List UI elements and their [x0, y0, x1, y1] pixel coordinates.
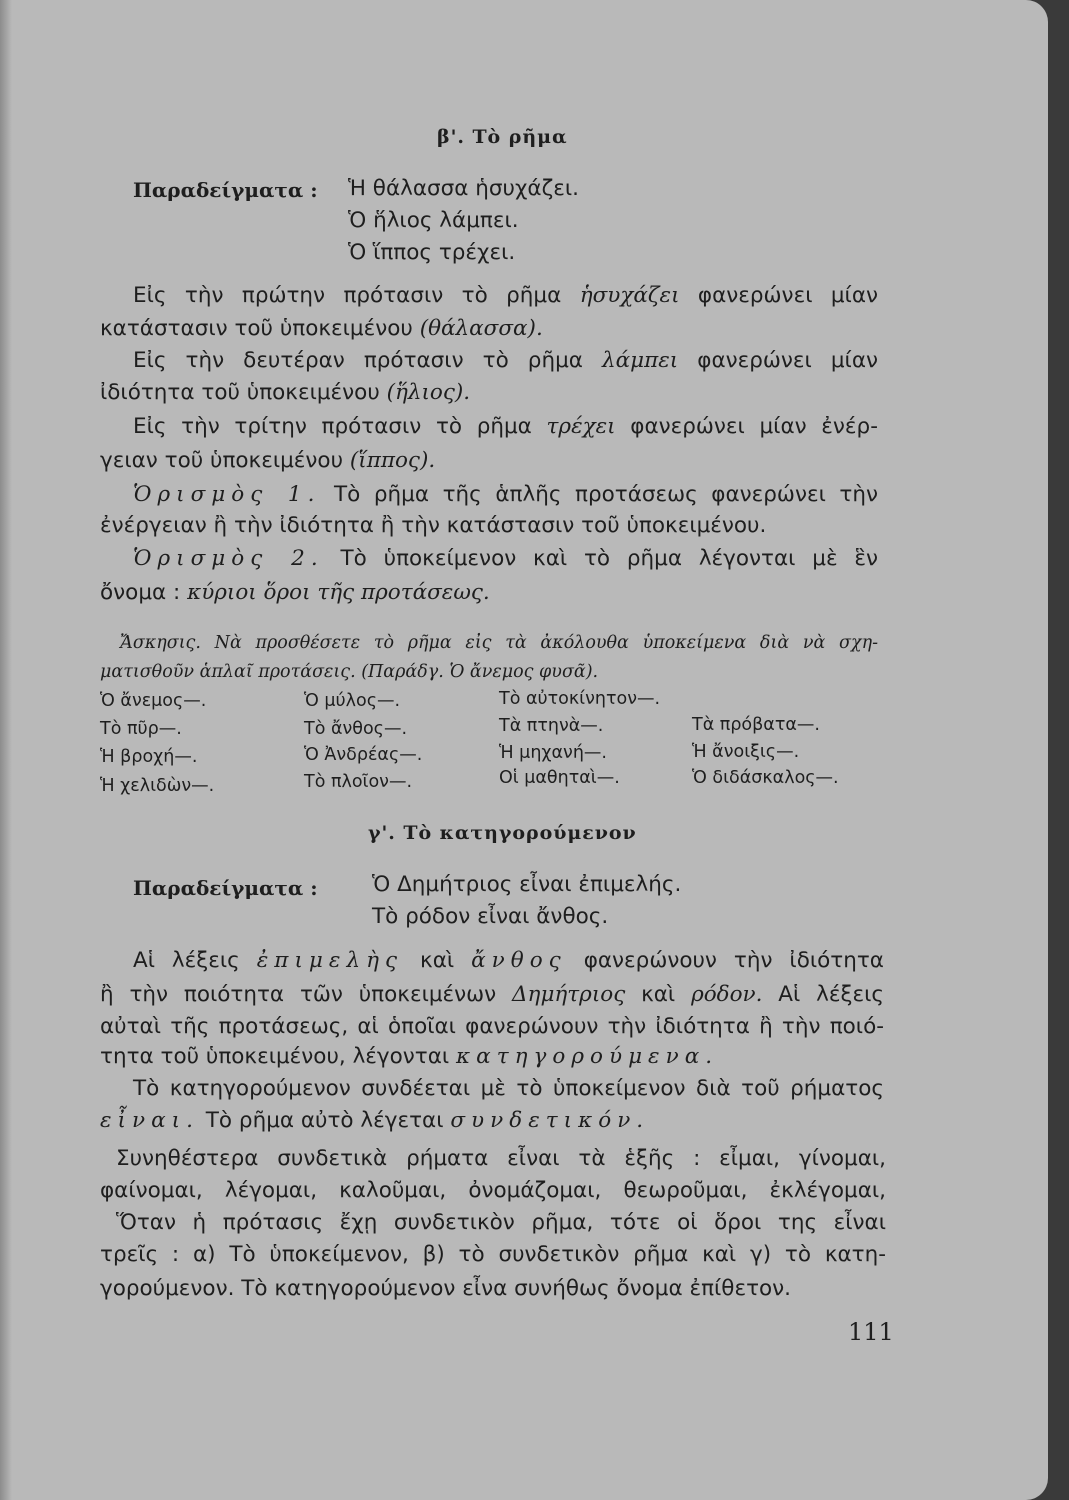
paragraph-line: γειαν τοῦ ὑποκειμένου (ἵππος). [100, 448, 436, 473]
exercise-item: Τὸ ἄνθος—. [304, 719, 408, 739]
exercise-instruction: ματισθοῦν ἁπλαῖ προτάσεις. (Παράδγ. Ὁ ἄνεμος φυσᾶ). [100, 662, 599, 682]
page-spine-shadow [0, 0, 12, 1500]
paragraph-line: τητα τοῦ ὑποκειμένου, λέγονται κατηγορούμενα. [100, 1044, 719, 1069]
exercise-item: Οἱ μαθηταὶ—. [499, 768, 620, 788]
paragraph-line: ἰδιότητα τοῦ ὑποκειμένου (ἥλιος). [100, 380, 471, 405]
example-sentence: Ὁ ἵππος τρέχει. [348, 240, 516, 265]
paragraph-line: ἢ τὴν ποιότητα τῶν ὑποκειμένων Δημήτριος καὶ ρόδον. Αἱ λέξεις [100, 982, 884, 1007]
paragraph-line: κατάστασιν τοῦ ὑποκειμένου (θάλασσα). [100, 316, 543, 341]
paragraph-line: Συνηθέστερα συνδετικὰ ρήματα εἶναι τὰ ἑξῆς : εἶμαι, γίνομαι, [116, 1146, 886, 1171]
section-b-examples-label: Παραδείγματα : [133, 178, 318, 202]
definition-1: Ὁρισμὸς 1. Τὸ ρῆμα τῆς ἁπλῆς προτάσεως φανερώνει τὴν [100, 482, 878, 507]
paragraph-line: αὐταὶ τῆς προτάσεως, αἱ ὁποῖαι φανερώνουν τὴν ἰδιότητα ἢ τὴν ποιό- [100, 1014, 884, 1039]
paragraph-line: Εἰς τὴν δευτέραν πρότασιν τὸ ρῆμα λάμπει φανερώνει μίαν [133, 348, 878, 373]
paragraph-line: τρεῖς : α) Τὸ ὑποκείμενον, β) τὸ συνδετικὸν ρῆμα καὶ γ) τὸ κατη- [100, 1242, 886, 1267]
section-c-heading: γ'. Τὸ κατηγορούμενον [368, 822, 637, 844]
page-number: 111 [848, 1318, 894, 1346]
exercise-item: Τὸ πλοῖον—. [304, 772, 413, 792]
paragraph-line: Εἰς τὴν πρώτην πρότασιν τὸ ρῆμα ἡσυχάζει φανερώνει μίαν [133, 283, 879, 308]
paragraph-line: φαίνομαι, λέγομαι, καλοῦμαι, ὀνομάζομαι, θεωροῦμαι, ἐκλέγομαι, [100, 1178, 886, 1203]
exercise-item: Τὰ πτηνὰ—. [499, 716, 604, 736]
paragraph-line: γορούμενον. Τὸ κατηγορούμενον εἶνα συνήθως ὄνομα ἐπίθετον. [100, 1276, 792, 1301]
exercise-item: Ἡ μηχανή—. [499, 743, 607, 763]
exercise-item: Ὁ μύλος—. [304, 691, 401, 711]
exercise-item: Ἡ ἄνοιξις—. [692, 742, 800, 762]
exercise-item: Ἡ χελιδὼν—. [100, 776, 215, 796]
definition-term: Ὁρισμὸς 1. [133, 482, 321, 507]
paragraph-line: ὄνομα : κύριοι ὅροι τῆς προτάσεως. [100, 580, 490, 605]
example-sentence: Ὁ ἥλιος λάμπει. [348, 208, 519, 233]
exercise-item: Ἡ βροχή—. [100, 747, 198, 767]
exercise-instruction: Ἄσκησις. Νὰ προσθέσετε τὸ ρῆμα εἰς τὰ ἀκόλουθα ὑποκείμενα διὰ νὰ σχη- [120, 633, 878, 653]
exercise-item: Ὁ διδάσκαλος—. [692, 768, 839, 788]
paragraph-line: εἶναι. Τὸ ρῆμα αὐτὸ λέγεται συνδετικόν. [100, 1108, 650, 1133]
definition-term: Ὁρισμὸς 2. [133, 546, 324, 571]
example-sentence: Ἡ θάλασσα ἡσυχάζει. [348, 176, 579, 201]
exercise-item: Τὸ πῦρ—. [100, 719, 182, 739]
paragraph-line: Εἰς τὴν τρίτην πρότασιν τὸ ρῆμα τρέχει φανερώνει μίαν ἐνέρ- [133, 414, 878, 439]
exercise-item: Ὁ ἄνεμος—. [100, 691, 207, 711]
exercise-item: Τὸ αὐτοκίνητον—. [499, 689, 661, 709]
paragraph-line: Αἱ λέξεις ἐπιμελὴς καὶ ἄνθος φανερώνουν τὴν ἰδιότητα [133, 948, 884, 973]
definition-2: Ὁρισμὸς 2. Τὸ ὑποκείμενον καὶ τὸ ρῆμα λέγονται μὲ ἓν [100, 546, 878, 571]
example-sentence: Ὁ Δημήτριος εἶναι ἐπιμελής. [372, 872, 682, 897]
section-b-heading: β'. Τὸ ρῆμα [437, 126, 568, 148]
section-c-examples-label: Παραδείγματα : [133, 876, 318, 900]
example-sentence: Τὸ ρόδον εἶναι ἄνθος. [372, 904, 609, 929]
exercise-item: Ὁ Ἀνδρέας—. [304, 745, 423, 765]
exercise-item: Τὰ πρόβατα—. [692, 715, 820, 735]
paragraph-line: ἐνέργειαν ἢ τὴν ἰδιότητα ἢ τὴν κατάστασιν τοῦ ὑποκειμένου. [100, 513, 767, 538]
paragraph-line: Τὸ κατηγορούμενον συνδέεται μὲ τὸ ὑποκείμενον διὰ τοῦ ρήματος [133, 1076, 884, 1101]
paragraph-line: Ὅταν ἡ πρότασις ἔχῃ συνδετικὸν ρῆμα, τότε οἱ ὅροι της εἶναι [116, 1210, 886, 1235]
